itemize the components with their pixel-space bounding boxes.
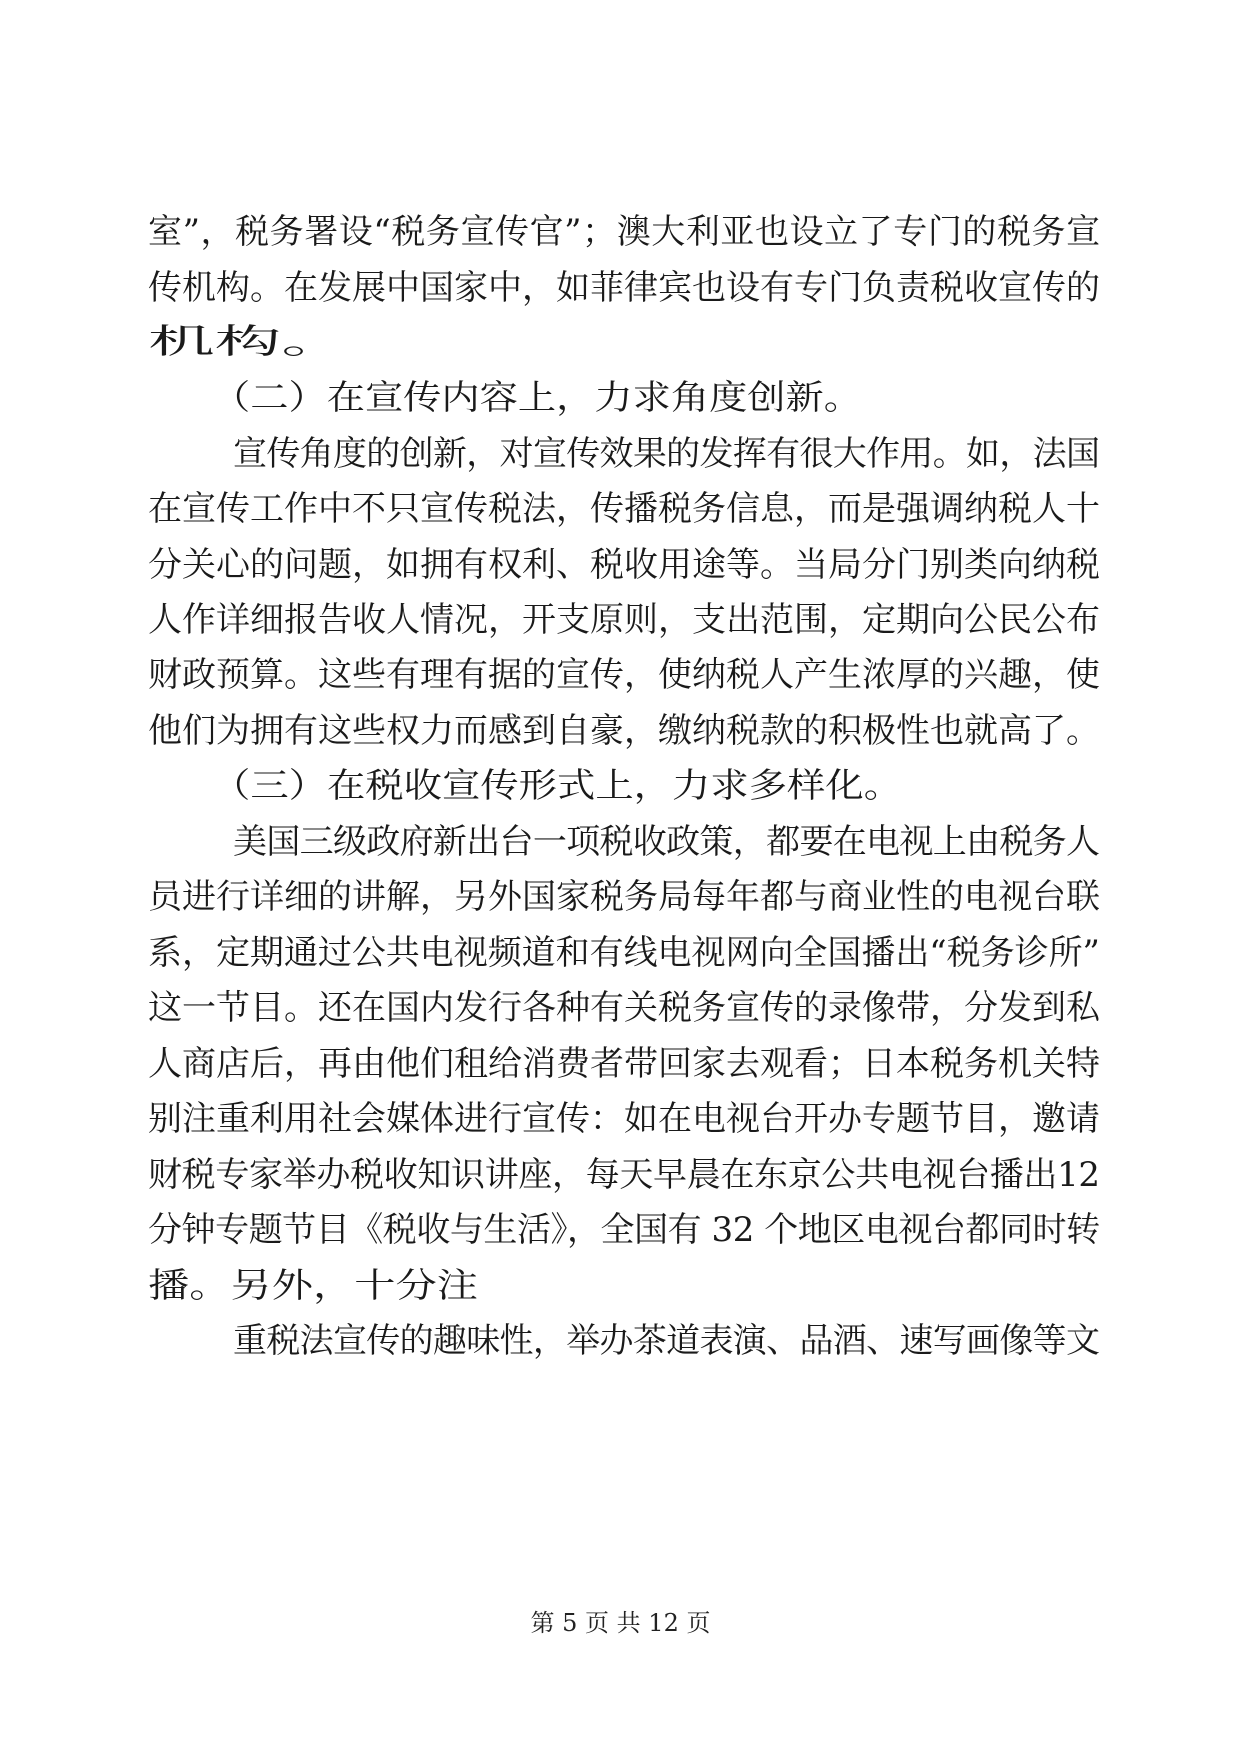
text-line-content: 人作详细报告收人情况，开支原则，支出范围，定期向公民公布 <box>148 600 1100 640</box>
text-line-content: 室”，税务署设“税务宣传官”；澳大利亚也设立了专门的税务宣 <box>148 212 1101 252</box>
text-line-content: 在宣传工作中不只宣传税法，传播税务信息，而是强调纳税人十 <box>148 489 1100 529</box>
text-line-content: 财政预算。这些有理有据的宣传，使纳税人产生浓厚的兴趣，使 <box>148 655 1100 695</box>
text-line-content: 他们为拥有这些权力而感到自豪，缴纳税款的积极性也就高了。 <box>148 711 1100 751</box>
text-line-content: 分钟专题节目《税收与生活》，全国有 32 个地区电视台都同时转 <box>148 1210 1100 1250</box>
text-line-content: 这一节目。还在国内发行各种有关税务宣传的录像带，分发到私 <box>148 988 1100 1028</box>
text-line-content: 分关心的问题，如拥有权利、税收用途等。当局分门别类向纳税 <box>148 545 1100 585</box>
text-line-content: 别注重利用社会媒体进行宣传：如在电视台开办专题节目，邀请 <box>148 1099 1100 1139</box>
text-line-content: 播。另外，十分注 <box>148 1266 478 1306</box>
text-line-content: 财税专家举办税收知识讲座，每天早晨在东京公共电视台播出12 <box>148 1155 1100 1195</box>
text-line-content: 员进行详细的讲解，另外国家税务局每年都与商业性的电视台联 <box>148 877 1100 917</box>
text-line-content: 人商店后，再由他们租给消费者带回家去观看；日本税务机关特 <box>148 1044 1100 1084</box>
text-line-content: 宣传角度的创新，对宣传效果的发挥有很大作用。如，法国 <box>233 434 1100 474</box>
section-heading-text: （三）在税收宣传形式上，力求多样化。 <box>212 766 903 806</box>
page-footer <box>0 1608 1241 1638</box>
section-heading-text: （二）在宣传内容上，力求角度创新。 <box>212 378 863 418</box>
text-line-content: 系，定期通过公共电视频道和有线电视网向全国播出“税务诊所” <box>148 933 1100 973</box>
text-line-content: 机构。 <box>148 322 349 362</box>
text-line-content: 美国三级政府新出台一项税收政策，都要在电视上由税务人 <box>233 822 1100 862</box>
text-line-content: 传机构。在发展中国家中，如菲律宾也设有专门负责税收宣传的 <box>148 268 1100 308</box>
text-line-content: 重税法宣传的趣味性，举办茶道表演、品酒、速写画像等文 <box>233 1321 1100 1361</box>
page-number: 第 5 页 共 12 页 <box>530 1609 711 1637</box>
